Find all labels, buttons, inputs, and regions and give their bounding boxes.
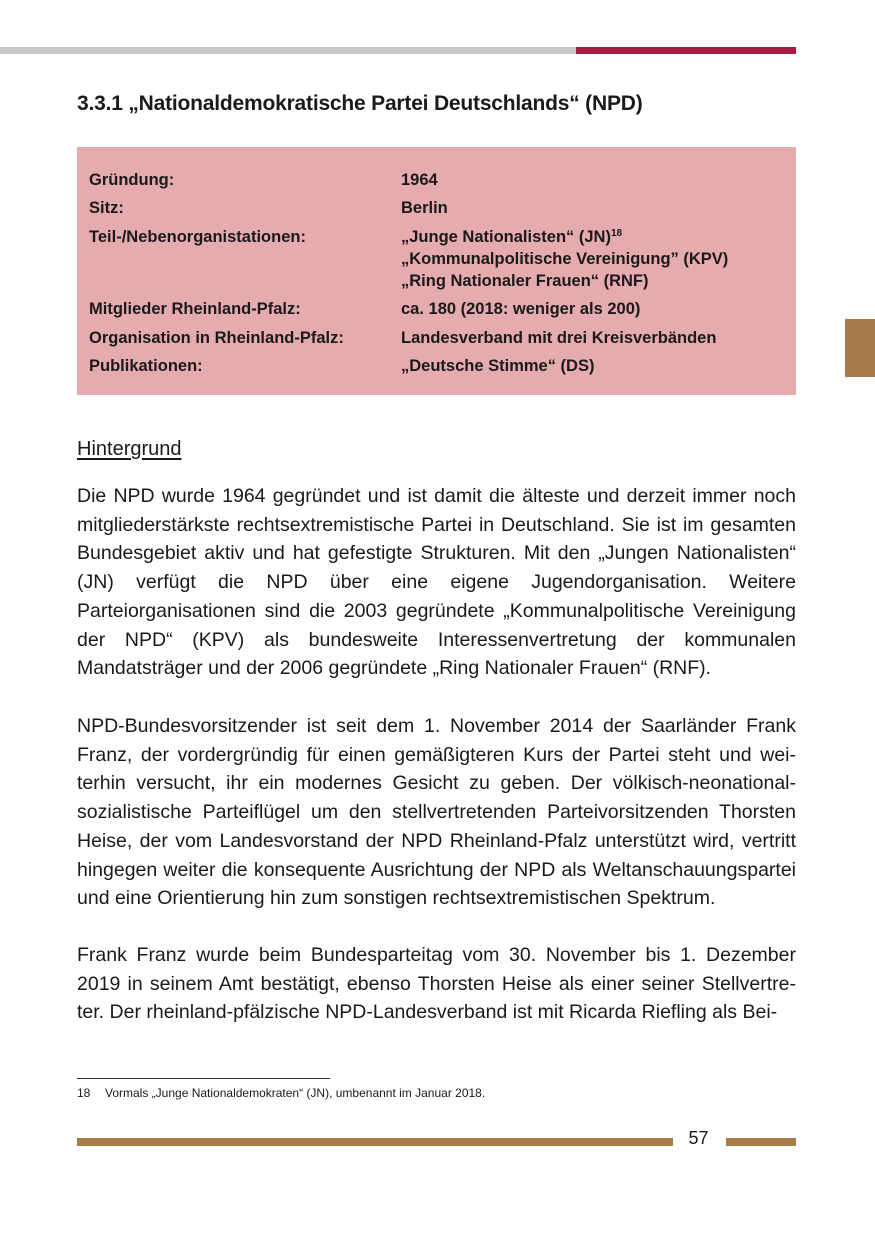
page-number: 57 xyxy=(688,1128,709,1148)
subsection-heading: Hintergrund xyxy=(77,438,182,460)
body-paragraph: Die NPD wurde 1964 gegründet und ist damit die älteste und derzeit immer noch mitgliederstärkste rechtsextremistische Partei in Deutschland. Sie ist im gesamten Bundesgebiet aktiv und hat gefestigte Strukturen. Mit den „Jungen Nationalisten“ (JN) verfügt die NPD über eine eigene Jugendorganisation. Weitere Parteiorganisationen sind die 2003 gegründete „Kommunalpolitische Vereinigung der NPD“ (KPV) als bundesweite Interessenvertretung der kommunalen Mandatsträger und der 2006 gegründete „Ring Nationaler Frauen“ (RNF). xyxy=(77,485,796,680)
footnote-divider xyxy=(77,1078,330,1079)
body-paragraph: NPD-Bundesvorsitzender ist seit dem 1. November 2014 der Saarländer Frank Franz, der vordergründig für einen gemäßigteren Kurs der Partei steht und weiterhin versucht, ihr ein modernes Gesicht zu geben. Der völkisch-neonationalsozialistische Parteiflügel um den stellvertretenden Parteivorsitzenden Thorsten Heise, der vom Landesvorstand der NPD Rheinland-Pfalz unterstützt wird, vertritt hingegen weiter die konsequente Ausrichtung der NPD als Weltanschauungspartei und eine Orientierung hin zum sonstigen rechtsextremistischen Spektrum. xyxy=(77,715,796,910)
chapter-tab-marker xyxy=(845,319,875,377)
party-fact-box xyxy=(77,147,796,395)
fact-value-publications: „Deutsche Stimme“ (DS) xyxy=(401,357,595,375)
footer-rule-left xyxy=(77,1138,673,1146)
fact-label-suborganisations: Teil-/Nebenorganistationen: xyxy=(89,228,306,246)
suborg-item: „Ring Nationaler Frauen“ (RNF) xyxy=(401,272,649,290)
footnote-text: Vormals „Junge Nationaldemokraten“ (JN), umbenannt im Januar 2018. xyxy=(105,1086,486,1100)
fact-label-publications: Publikationen: xyxy=(89,357,203,375)
fact-label-organisation: Organisation in Rheinland-Pfalz: xyxy=(89,329,344,347)
header-rule-accent xyxy=(576,47,796,54)
fact-value-suborganisations xyxy=(401,226,728,292)
fact-value-founding: 1964 xyxy=(401,171,438,189)
fact-label-founding: Gründung: xyxy=(89,171,175,189)
fact-value-seat: Berlin xyxy=(401,199,448,217)
fact-value-organisation: Landesverband mit drei Kreisverbänden xyxy=(401,329,717,347)
fact-label-members: Mitglieder Rheinland-Pfalz: xyxy=(89,300,301,318)
fact-value-members: ca. 180 (2018: weniger als 200) xyxy=(401,300,641,318)
footer-rule-right xyxy=(726,1138,796,1146)
footnote-number: 18 xyxy=(77,1086,91,1100)
suborg-item: „Junge Nationalisten“ (JN)$^{18}$ xyxy=(401,228,623,246)
suborg-item: „Kommunalpolitische Vereinigung” (KPV) xyxy=(401,250,729,268)
section-heading: 3.3.1 „Nationaldemokratische Partei Deutschlands“ (NPD) xyxy=(77,92,643,115)
header-rule-grey xyxy=(0,47,576,54)
footnote-reference[interactable]: 18 xyxy=(610,228,623,239)
body-paragraph: Frank Franz wurde beim Bundesparteitag vom 30. November bis 1. Dezember 2019 in seinem Amt bestätigt, ebenso Thorsten Heise als einer seiner Stellvertreter. Der rheinland-pfälzische NPD-Landesverband ist mit Ricarda Riefling als Bei- xyxy=(77,944,796,1024)
footnote xyxy=(77,1086,485,1100)
fact-label-seat: Sitz: xyxy=(89,199,124,217)
